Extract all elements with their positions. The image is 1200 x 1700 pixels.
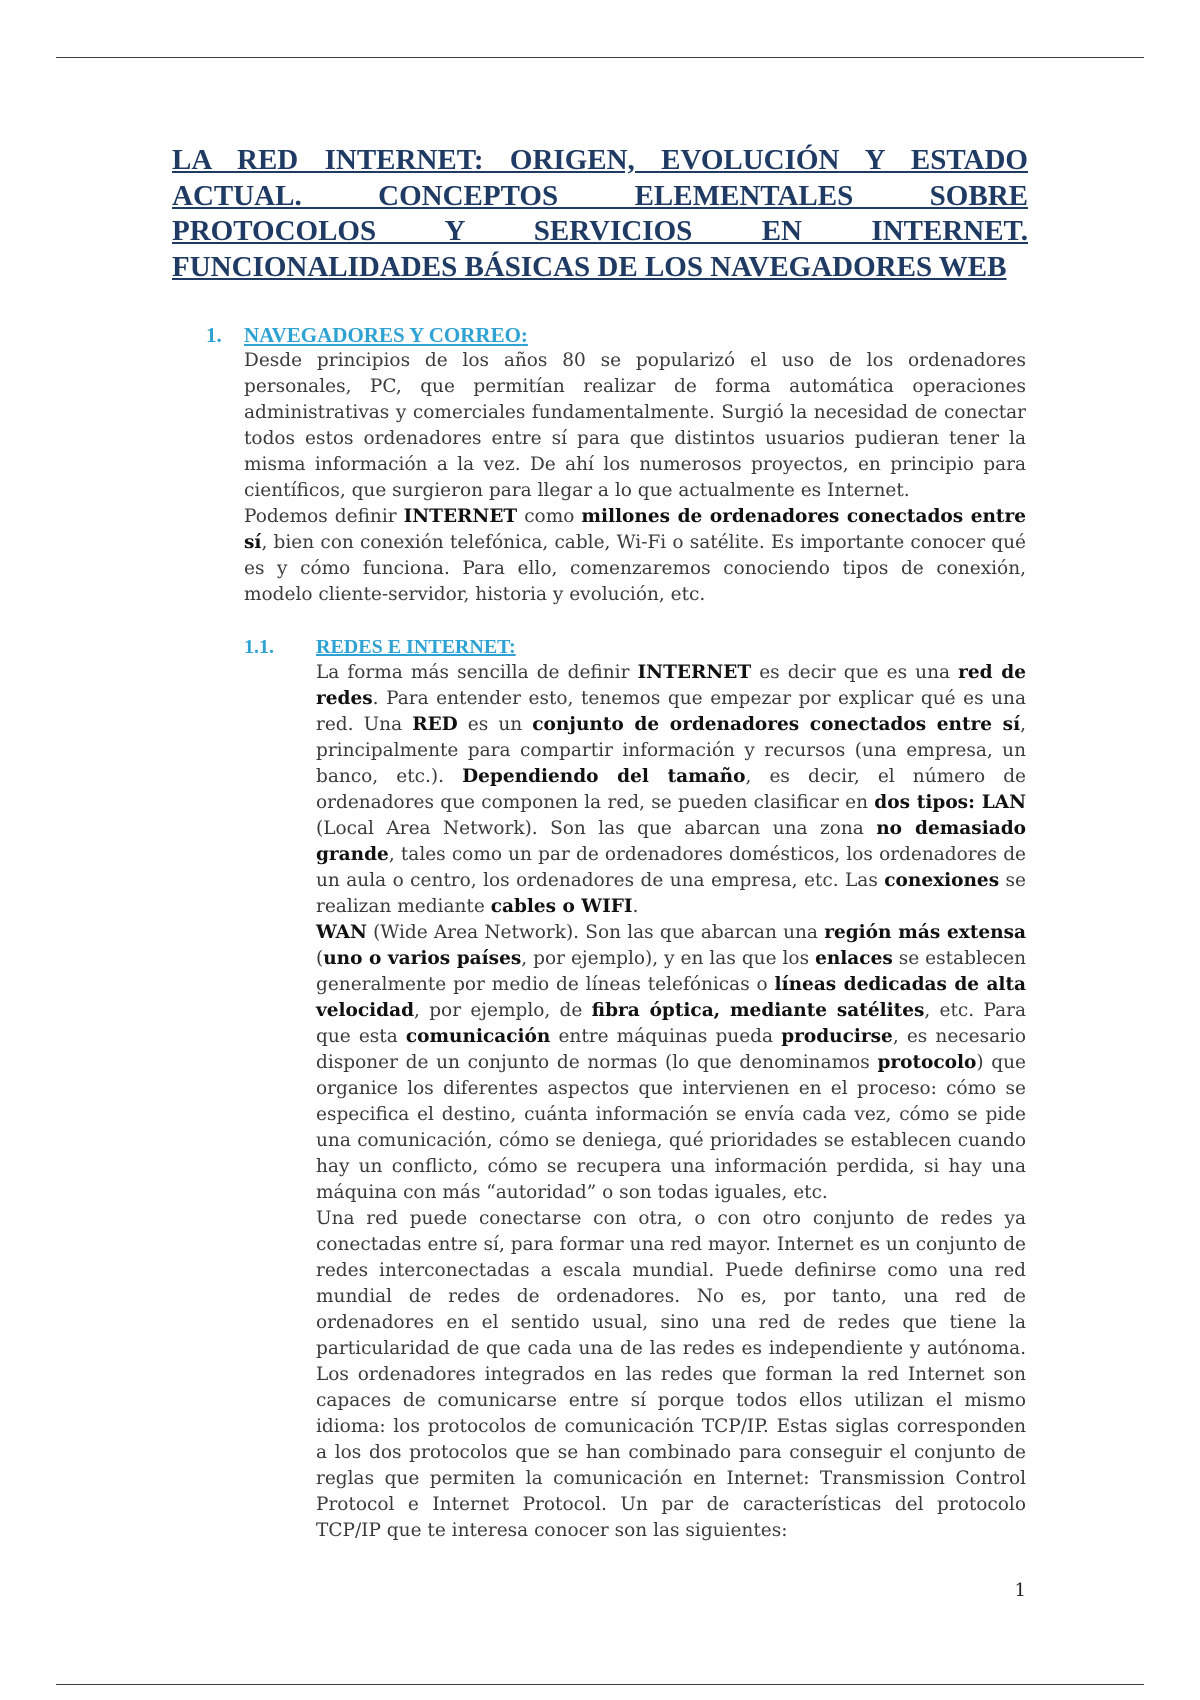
section-1-1-number: 1.1. — [244, 636, 274, 658]
text-run: , etc. Para que esta — [316, 1000, 1026, 1047]
section-1-1-body — [316, 660, 1026, 1544]
bold-run: protocolo — [877, 1052, 977, 1073]
bold-run: producirse — [781, 1026, 893, 1047]
bold-run: WAN — [316, 922, 367, 943]
section-1-title: NAVEGADORES Y CORREO: — [244, 323, 528, 347]
section-1-1-paragraph-3: Una red puede conectarse con otra, o con otro conjunto de redes ya conectadas entre sí, para formar una red mayor. Internet es un conjunto de redes interconectadas a escala mundial. Puede definirse como una red mundial de redes de ordenadores. No es, por tanto, una red de ordenadores en el sentido usual, sino una red de redes que tiene la particularidad de que cada una de las redes es independiente y autónoma. Los ordenadores integrados en las redes que forman la red Internet son capaces de comunicarse entre sí porque todos ellos utilizan el mismo idioma: los protocolos de comunicación TCP/IP. Estas siglas corresponden a los dos protocolos que se han combinado para conseguir el conjunto de reglas que permiten la comunicación en Internet: Transmission Control Protocol e Internet Protocol. Un par de características del protocolo TCP/IP que te interesa conocer son las siguientes: — [316, 1208, 1026, 1541]
bold-run: fibra óptica, mediante satélites — [591, 1000, 925, 1021]
section-1-1-heading — [244, 634, 1024, 660]
bold-run: comunicación — [405, 1026, 551, 1047]
bold-run: uno o varios países — [323, 948, 522, 969]
text-run: (Local Area Network). Son las que abarcan una zona — [316, 818, 877, 839]
section-1-1-paragraph-1 — [316, 660, 1026, 920]
bold-run: INTERNET — [637, 662, 752, 683]
text-run: , por ejemplo), y en las que los — [521, 948, 816, 969]
text-run: , es necesario disponer de un conjunto de normas (lo que denominamos — [316, 1026, 1026, 1073]
bold-run: región más extensa — [824, 922, 1026, 943]
text-run: , por ejemplo, de — [414, 1000, 592, 1021]
text-run: . — [632, 896, 639, 917]
section-1-number: 1. — [206, 323, 222, 347]
bold-run: conjunto de ordenadores conectados entre sí — [532, 714, 1021, 735]
bold-run: dos tipos: LAN — [874, 792, 1026, 813]
section-1-heading — [206, 322, 1026, 348]
text-run: es un — [457, 714, 533, 735]
text-run: es decir que es una — [751, 662, 959, 683]
text-run: ( — [316, 948, 324, 969]
section-1-body — [244, 348, 1026, 608]
text-run: , es decir, el número de ordenadores que componen la red, se pueden clasificar en — [316, 766, 1026, 813]
text-run: se establecen generalmente por medio de líneas telefónicas o — [316, 948, 1027, 995]
bold-run: Dependiendo del tamaño — [462, 766, 746, 787]
bold-run: no demasiado grande — [316, 818, 1026, 865]
section-1-paragraph-2 — [244, 504, 1026, 608]
text-run: (Wide Area Network). Son las que abarcan una — [366, 922, 825, 943]
section-1-paragraph-1: Desde principios de los años 80 se popularizó el uso de los ordenadores personales, PC, que permitían realizar de forma automática operaciones administrativas y comerciales fundamentalmente. Surgió la necesidad de conectar todos estos ordenadores entre sí para que distintos usuarios pudieran tener la misma información a la vez. De ahí los numerosos proyectos, en principio para científicos, que surgieron para llegar a lo que actualmente es Internet. — [244, 350, 1026, 501]
section-1-1-title: REDES E INTERNET: — [316, 636, 516, 658]
text-run: Podemos definir — [244, 506, 404, 527]
text-run: ) que organice los diferentes aspectos que intervienen en el proceso: cómo se especifica el destino, cuánta información se envía cada vez, cómo se pide una comunicación, cómo se deniega, qué prioridades se establecen cuando hay un conflicto, cómo se recupera una información perdida, si hay una máquina con más “autoridad” o son todas iguales, etc. — [316, 1052, 1026, 1203]
text-run: como — [517, 506, 582, 527]
footer-rule — [56, 1684, 1144, 1685]
document-title: LA RED INTERNET: ORIGEN, EVOLUCIÓN Y ESTADO ACTUAL. CONCEPTOS ELEMENTALES SOBRE PROTOCOLOS Y SERVICIOS EN INTERNET. FUNCIONALIDADES BÁSICAS DE LOS NAVEGADORES WEB — [172, 144, 1028, 283]
text-run: , tales como un par de ordenadores domésticos, los ordenadores de un aula o centro, los ordenadores de una empresa, etc. Las — [316, 844, 1026, 891]
text-run: , bien con conexión telefónica, cable, Wi-Fi o satélite. Es importante conocer qué es y cómo funciona. Para ello, comenzaremos conociendo tipos de conexión, modelo cliente-servidor, historia y evolución, etc. — [244, 532, 1026, 605]
section-1-1-paragraph-2 — [316, 920, 1026, 1206]
bold-run: líneas dedicadas de alta velocidad — [316, 974, 1026, 1021]
bold-run: red de redes — [316, 662, 1026, 709]
page-number: 1 — [1014, 1580, 1026, 1601]
bold-run: conexiones — [884, 870, 1000, 891]
text-run: La forma más sencilla de definir — [316, 662, 638, 683]
bold-run: INTERNET — [403, 506, 518, 527]
bold-run: cables o WIFI — [490, 896, 633, 917]
bold-run: enlaces — [815, 948, 893, 969]
bold-run: RED — [412, 714, 458, 735]
text-run: entre máquinas pueda — [550, 1026, 782, 1047]
text-run: . Para entender esto, tenemos que empezar por explicar qué es una red. Una — [316, 688, 1026, 735]
header-rule — [56, 57, 1144, 58]
text-run: , principalmente para compartir información y recursos (una empresa, un banco, etc.). — [316, 714, 1027, 787]
text-run: se realizan mediante — [316, 870, 1026, 917]
bold-run: millones de ordenadores conectados entre sí — [244, 506, 1026, 553]
